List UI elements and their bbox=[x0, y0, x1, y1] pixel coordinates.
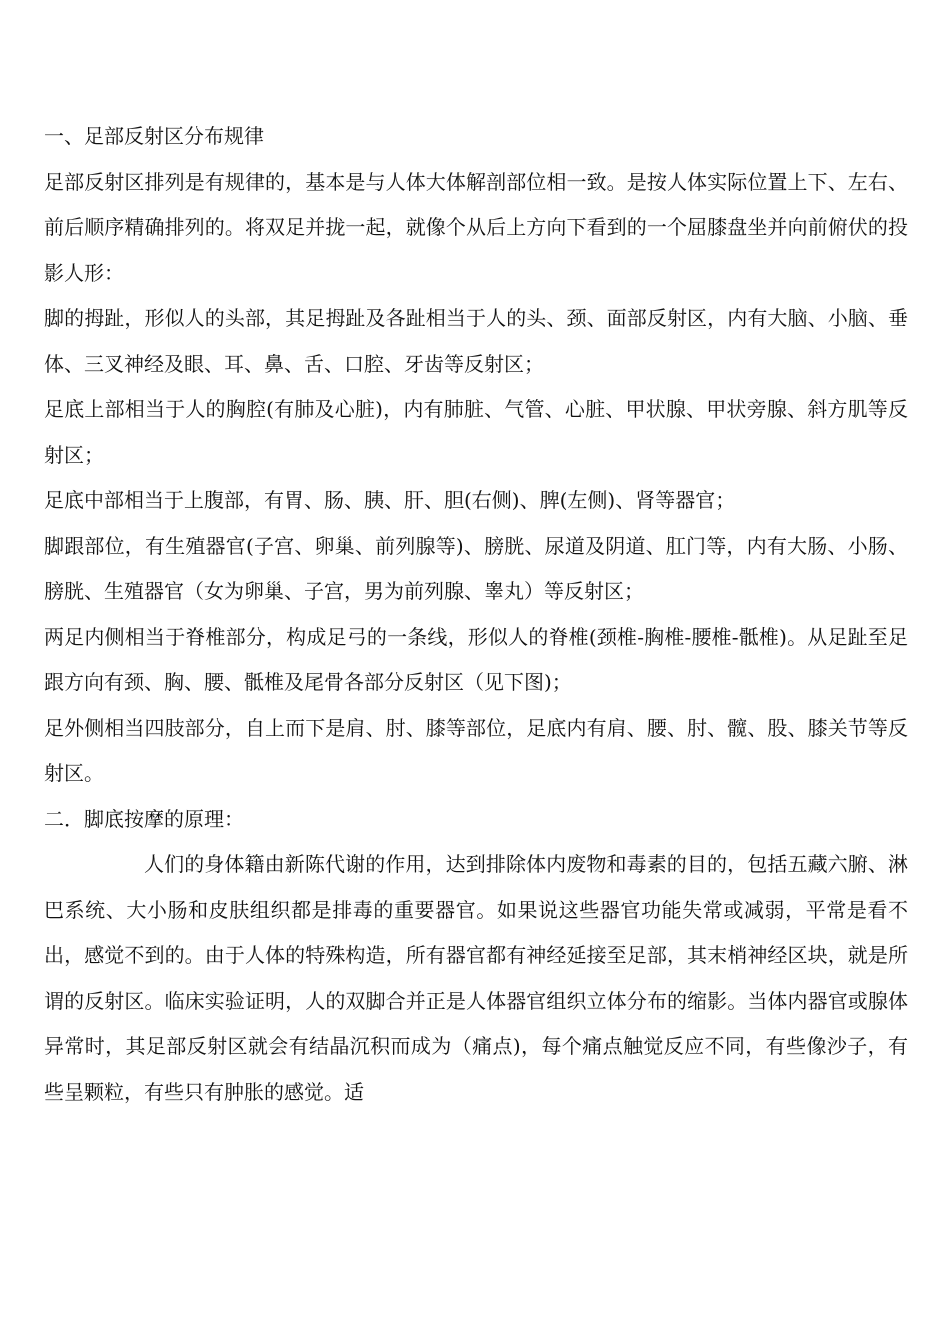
paragraph-middle-sole: 足底中部相当于上腹部，有胃、肠、胰、肝、胆(右侧)、脾(左侧)、肾等器官； bbox=[44, 488, 736, 512]
paragraph-upper-sole: 足底上部相当于人的胸腔(有肺及心脏)，内有肺脏、气管、心脏、甲状腺、甲状旁腺、斜方肌等反射区； bbox=[44, 397, 908, 467]
section-heading-1: 一、足部反射区分布规律 bbox=[44, 124, 264, 148]
document-page bbox=[44, 114, 908, 1115]
paragraph-principle: 人们的身体籍由新陈代谢的作用，达到排除体内废物和毒素的目的，包括五藏六腑、淋巴系统、大小肠和皮肤组织都是排毒的重要器官。如果说这些器官功能失常或减弱，平常是看不出，感觉不到的。由于人体的特殊构造，所有器官都有神经延接至足部，其末梢神经区块，就是所谓的反射区。临床实验证明，人的双脚合并正是人体器官组织立体分布的缩影。当体内器官或腺体异常时，其足部反射区就会有结晶沉积而成为（痛点)，每个痛点触觉反应不同，有些像沙子，有些呈颗粒，有些只有肿胀的感觉。适 bbox=[44, 852, 908, 1104]
paragraph-inner-side: 两足内侧相当于脊椎部分，构成足弓的一条线，形似人的脊椎(颈椎-胸椎-腰椎-骶椎)。从足趾至足跟方向有颈、胸、腰、骶椎及尾骨各部分反射区（见下图)； bbox=[44, 624, 908, 694]
paragraph-toe: 脚的拇趾，形似人的头部，其足拇趾及各趾相当于人的头、颈、面部反射区，内有大脑、小脑、垂体、三叉神经及眼、耳、鼻、舌、口腔、牙齿等反射区； bbox=[44, 306, 908, 376]
section-heading-2: 二．脚底按摩的原理： bbox=[44, 806, 244, 831]
paragraph-heel: 脚跟部位，有生殖器官(子宫、卵巢、前列腺等)、膀胱、尿道及阴道、肛门等，内有大肠、小肠、膀胱、生殖器官（女为卵巢、子宫，男为前列腺、睾丸）等反射区； bbox=[44, 533, 908, 603]
paragraph-outer-side: 足外侧相当四肢部分，自上而下是肩、肘、膝等部位，足底内有肩、腰、肘、髋、股、膝关节等反射区。 bbox=[44, 715, 908, 785]
paragraph-layout-rule: 足部反射区排列是有规律的，基本是与人体大体解剖部位相一致。是按人体实际位置上下、左右、前后顺序精确排列的。将双足并拢一起，就像个从后上方向下看到的一个屈膝盘坐并向前俯伏的投影人形： bbox=[44, 169, 908, 285]
